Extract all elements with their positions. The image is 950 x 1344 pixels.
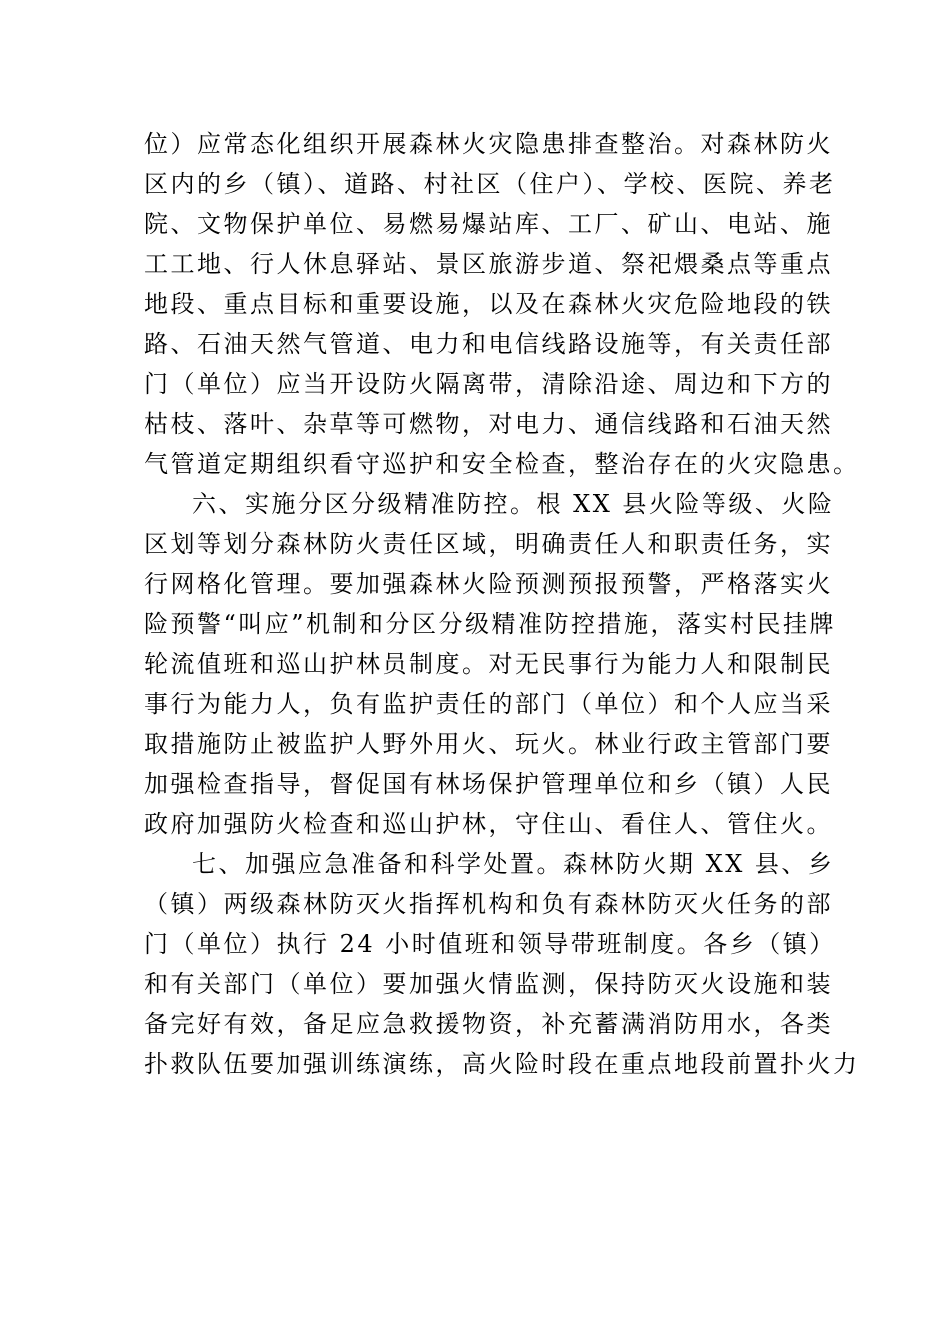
text-line: 加强检查指导，督促国有林场保护管理单位和乡（镇）人民: [144, 770, 833, 798]
text-line: 事行为能力人，负有监护责任的部门（单位）和个人应当采: [144, 690, 833, 718]
text-line: 门（单位）执行 24 小时值班和领导带班制度。各乡（镇）: [144, 930, 836, 958]
text-line: 路、石油天然气管道、电力和电信线路设施等，有关责任部: [144, 330, 833, 358]
text-line: 地段、重点目标和重要设施，以及在森林火灾危险地段的铁: [144, 290, 833, 318]
text-line: 位）应常态化组织开展森林火灾隐患排查整治。对森林防火: [144, 130, 833, 158]
text-line: （镇）两级森林防灭火指挥机构和负有森林防灭火任务的部: [144, 890, 833, 918]
text-line: 备完好有效，备足应急救援物资，补充蓄满消防用水，各类: [144, 1010, 833, 1038]
text-line: 轮流值班和巡山护林员制度。对无民事行为能力人和限制民: [144, 650, 833, 678]
text-line: 扑救队伍要加强训练演练，高火险时段在重点地段前置扑火力: [144, 1050, 860, 1078]
paragraph-seven-first-line: 七、加强应急准备和科学处置。森林防火期 XX 县、乡: [192, 850, 835, 878]
text-line: 门（单位）应当开设防火隔离带，清除沿途、周边和下方的: [144, 370, 833, 398]
text-line: 工工地、行人休息驿站、景区旅游步道、祭祀煨桑点等重点: [144, 250, 833, 278]
text-line: 枯枝、落叶、杂草等可燃物，对电力、通信线路和石油天然: [144, 410, 833, 438]
text-line: 区划等划分森林防火责任区域，明确责任人和职责任务，实: [144, 530, 833, 558]
text-line: 取措施防止被监护人野外用火、玩火。林业行政主管部门要: [144, 730, 833, 758]
text-line: 政府加强防火检查和巡山护林，守住山、看住人、管住火。: [144, 810, 833, 838]
text-line: 院、文物保护单位、易燃易爆站库、工厂、矿山、电站、施: [144, 210, 833, 238]
paragraph-six-first-line: 六、实施分区分级精准防控。根 XX 县火险等级、火险: [192, 490, 835, 518]
text-line: 险预警“叫应”机制和分区分级精准防控措施，落实村民挂牌: [144, 610, 837, 638]
text-line: 和有关部门（单位）要加强火情监测，保持防灭火设施和装: [144, 970, 833, 998]
text-line: 行网格化管理。要加强森林火险预测预报预警，严格落实火: [144, 570, 833, 598]
text-line: 气管道定期组织看守巡护和安全检查，整治存在的火灾隐患。: [144, 450, 860, 478]
text-line: 区内的乡（镇）、道路、村社区（住户）、学校、医院、养老: [144, 170, 836, 198]
